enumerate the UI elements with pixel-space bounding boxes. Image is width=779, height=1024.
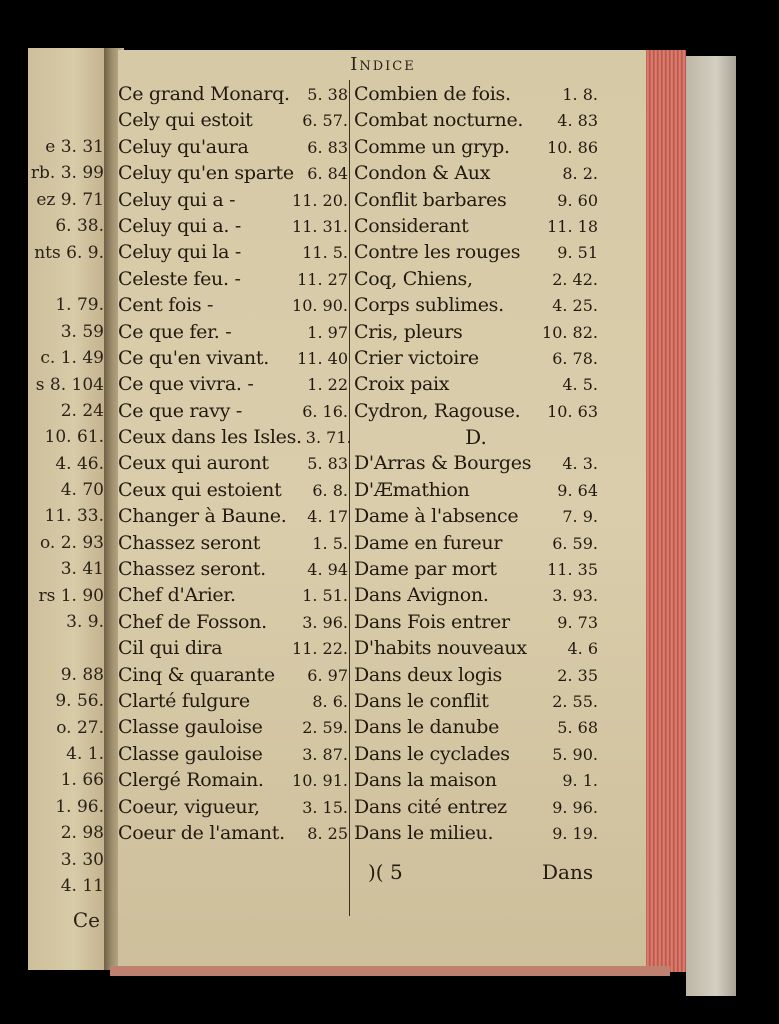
entry-reference: 11. 31. [292,216,348,236]
previous-page-line: 4. 70 [60,480,104,501]
entry-reference: 2. 42. [552,269,598,289]
previous-page-list [28,134,104,899]
entry-reference: 4. 5. [562,375,598,395]
entry-text: Classe gauloise [118,716,263,739]
entry-text: Coq, Chiens, [354,267,473,290]
red-page-edges [646,50,686,972]
entry-text: Dans Fois entrer [354,610,510,633]
entry-reference: 1. 51. [302,586,348,606]
entry-text: Dame par mort [354,558,497,581]
index-entry [118,134,348,160]
previous-page-line: c. 1. 49 [40,348,104,369]
entry-reference: 6. 84 [307,164,348,184]
entry-reference: 6. 57. [302,111,348,131]
entry-text: Cent fois - [118,294,214,317]
entry-reference: 5. 83 [307,454,348,474]
entry-text: Celuy qui la - [118,241,242,264]
entry-reference: 8. 6. [312,691,348,711]
entry-text: Dans deux logis [354,663,502,686]
entry-text: Ce que fer. - [118,320,232,343]
previous-page-line: 2. 24 [60,400,104,421]
entry-text: Croix paix [354,373,450,396]
index-column-right [354,81,598,846]
index-entry [118,503,348,529]
entry-text: Celuy qu'en sparte [118,162,294,185]
index-entry [118,820,348,846]
entry-reference: 11. 18 [547,216,598,236]
entry-text: Celuy qu'aura [118,135,249,158]
entry-reference: 3. 71. [305,428,352,448]
entry-reference: 10. 63 [547,401,598,421]
running-head: Indice [350,54,416,75]
entry-reference: 4. 94 [307,560,348,580]
previous-page-line: 3. 9. [66,612,104,633]
index-entry [354,635,598,661]
index-entry [354,319,598,345]
entry-reference: 9. 64 [557,480,598,500]
binding-cover [686,56,736,996]
entry-text: D'Arras & Bourges [354,452,532,475]
entry-reference: 10. 82. [542,322,598,342]
entry-reference: 4. 6 [567,639,598,659]
index-entry [354,662,598,688]
entry-reference: 10. 91. [292,771,348,791]
previous-page-line: 3. 30 [60,849,104,870]
index-entry [118,582,348,608]
entry-reference: 11. 27 [297,269,348,289]
index-entry [354,556,598,582]
index-entry [354,398,598,424]
entry-reference: 3. 15. [302,797,348,817]
entry-text: Ceux qui auront [118,452,269,475]
index-entry [354,292,598,318]
entry-reference: 10. 86 [547,137,598,157]
index-entry [354,582,598,608]
index-entry [354,794,598,820]
entry-text: Celuy qui a. - [118,214,242,237]
red-bottom-edge [110,966,670,976]
index-entry [354,81,598,107]
entry-text: Ce grand Monarq. [118,83,290,105]
entry-text: Ce que vivra. - [118,373,254,396]
entry-reference: 10. 90. [292,296,348,316]
entry-text: Coeur de l'amant. [118,821,285,844]
entry-reference: 3. 93. [552,586,598,606]
entry-reference: 2. 35 [557,665,598,685]
entry-text: Classe gauloise [118,742,263,765]
entry-reference: 7. 9. [562,507,598,527]
previous-page-line: 4. 11 [60,875,104,896]
entry-reference: 5. 68 [557,718,598,738]
entry-text: Dans Avignon. [354,584,489,607]
entry-text: Dans le cyclades [354,742,510,765]
entry-text: Dame en fureur [354,531,503,554]
entry-reference: 4. 3. [562,454,598,474]
index-entry [118,635,348,661]
previous-page-line: 1. 79. [55,295,104,316]
entry-reference: 8. 2. [562,164,598,184]
index-entry [118,107,348,133]
previous-page-line: nts 6. 9. [34,242,104,263]
entry-text: Ce que ravy - [118,399,242,422]
entry-text: Dans le conflit [354,689,489,712]
index-entry [118,345,348,371]
entry-text: Clarté fulgure [118,689,250,712]
index-entry [354,688,598,714]
index-entry [118,319,348,345]
entry-reference: 9. 51 [557,243,598,263]
entry-text: Coeur, vigueur, [118,795,260,818]
previous-page-line [28,266,104,292]
entry-text: Condon & Aux [354,162,491,185]
entry-reference: 11. 5. [302,243,348,263]
previous-page-line: e 3. 31 [45,137,104,157]
catchword: Dans [542,860,594,884]
previous-page-line: 9. 56. [55,691,104,712]
index-entry [118,477,348,503]
index-entry [354,107,598,133]
entry-reference: 9. 1. [562,771,598,791]
entry-reference: 6. 16. [302,401,348,421]
index-entry [354,609,598,635]
entry-reference: 3. 87. [302,744,348,764]
letter-heading: D. [465,425,487,450]
entry-text: Cely qui estoit [118,109,253,132]
previous-page-line: rb. 3. 99 [30,163,104,184]
index-entry [118,213,348,239]
index-entry [118,450,348,476]
entry-reference: 8. 25 [307,823,348,843]
index-entry [354,187,598,213]
entry-reference: 11. 22. [292,639,348,659]
signature-mark: )( 5 [368,860,403,884]
index-entry [354,239,598,265]
entry-reference: 9. 19. [552,823,598,843]
entry-reference: 11. 35 [547,560,598,580]
index-entry [354,530,598,556]
entry-text: Dans le milieu. [354,821,494,844]
index-entry [118,556,348,582]
entry-reference: 6. 78. [552,348,598,368]
entry-text: Contre les rouges [354,241,521,264]
index-entry [118,292,348,318]
entry-text: Changer à Baune. [118,505,287,528]
index-entry [118,266,348,292]
entry-text: Crier victoire [354,346,479,369]
entry-text: Clergé Romain. [118,769,264,792]
index-entry [118,714,348,740]
entry-reference: 9. 73 [557,612,598,632]
entry-reference: 1. 22 [307,375,348,395]
index-entry [118,160,348,186]
entry-reference: 5. 90. [552,744,598,764]
previous-page-line: s 8. 104 [35,374,104,395]
entry-reference: 5. 38 [307,85,348,104]
entry-text: Cydron, Ragouse. [354,399,521,422]
previous-page-line: 10. 61. [44,427,104,448]
entry-text: Combien de fois. [354,83,511,105]
previous-page-line: 3. 41 [60,559,104,580]
index-entry [354,213,598,239]
index-entry [118,767,348,793]
entry-text: Corps sublimes. [354,294,504,317]
index-entry [354,134,598,160]
previous-page-line: o. 2. 93 [40,532,104,553]
index-entry [354,160,598,186]
index-entry [118,398,348,424]
index-entry [118,371,348,397]
entry-reference: 4. 17 [307,507,348,527]
index-entry [354,477,598,503]
index-entry [118,424,352,450]
index-entry [118,81,348,107]
previous-page-line [28,635,104,661]
previous-page-line: 1. 96. [55,796,104,817]
entry-text: D'habits nouveaux [354,637,527,660]
column-rule [349,80,350,916]
entry-reference: 4. 83 [557,111,598,131]
index-entry [354,820,598,846]
entry-reference: 6. 97 [307,665,348,685]
entry-reference: 2. 59. [302,718,348,738]
entry-reference: 11. 20. [292,190,348,210]
index-entry [354,741,598,767]
entry-text: Chef de Fosson. [118,610,267,633]
entry-reference: 9. 60 [557,190,598,210]
entry-text: Ceux dans les Isles. [118,426,302,449]
entry-reference: 1. 8. [562,85,598,104]
entry-reference: 6. 8. [312,480,348,500]
index-entry [354,450,598,476]
entry-reference: 6. 59. [552,533,598,553]
entry-reference: 4. 25. [552,296,598,316]
index-entry [118,741,348,767]
previous-page-line: 4. 1. [66,743,104,764]
index-entry [118,187,348,213]
entry-text: Cris, pleurs [354,320,463,343]
index-column-left [118,81,352,846]
entry-text: Combat nocturne. [354,109,524,132]
index-entry [118,530,348,556]
entry-reference: 9. 96. [552,797,598,817]
index-entry [118,794,348,820]
previous-page-line: 11. 33. [44,506,104,527]
index-entry [118,239,348,265]
entry-reference: 11. 40 [297,348,348,368]
index-entry [354,714,598,740]
index-entry [118,662,348,688]
entry-text: Cinq & quarante [118,663,275,686]
previous-page-fragment [28,48,112,970]
previous-page-line: 3. 59 [60,321,104,342]
entry-reference: 1. 97 [307,322,348,342]
entry-text: Dans la maison [354,769,497,792]
index-entry [118,609,348,635]
entry-text: Comme un gryp. [354,135,510,158]
entry-text: Chef d'Arier. [118,584,236,607]
entry-text: Dans cité entrez [354,795,507,818]
index-entry [354,345,598,371]
entry-reference: 6. 83 [307,137,348,157]
previous-page-line: rs 1. 90 [38,585,104,606]
entry-reference: 1. 5. [312,533,348,553]
previous-page-line: 2. 98 [60,823,104,844]
index-entry [354,767,598,793]
entry-text: Chassez seront [118,531,261,554]
index-entry [118,688,348,714]
previous-page-line: 9. 88 [60,664,104,685]
previous-page-line: 1. 66 [60,770,104,791]
entry-text: Ce qu'en vivant. [118,346,269,369]
entry-text: D'Æmathion [354,478,470,501]
entry-text: Conflit barbares [354,188,507,211]
entry-text: Considerant [354,214,469,237]
previous-page-line: 4. 46. [55,453,104,474]
entry-text: Celeste feu. - [118,267,241,290]
index-entry [354,266,598,292]
entry-text: Chassez seront. [118,558,266,581]
previous-page-line: o. 27. [56,717,104,738]
entry-reference: 3. 96. [302,612,348,632]
entry-text: Cil qui dira [118,637,223,660]
index-entry [354,371,598,397]
index-page [118,50,648,968]
entry-text: Celuy qui a - [118,188,236,211]
previous-page-line: 6. 38. [55,216,104,237]
entry-text: Dans le danube [354,716,500,739]
entry-text: Ceux qui estoient [118,478,282,501]
previous-page-line: ez 9. 71 [36,189,104,210]
entry-text: Dame à l'absence [354,505,519,528]
previous-page-catchword: Ce [72,908,100,932]
index-entry [354,503,598,529]
entry-reference: 2. 55. [552,691,598,711]
